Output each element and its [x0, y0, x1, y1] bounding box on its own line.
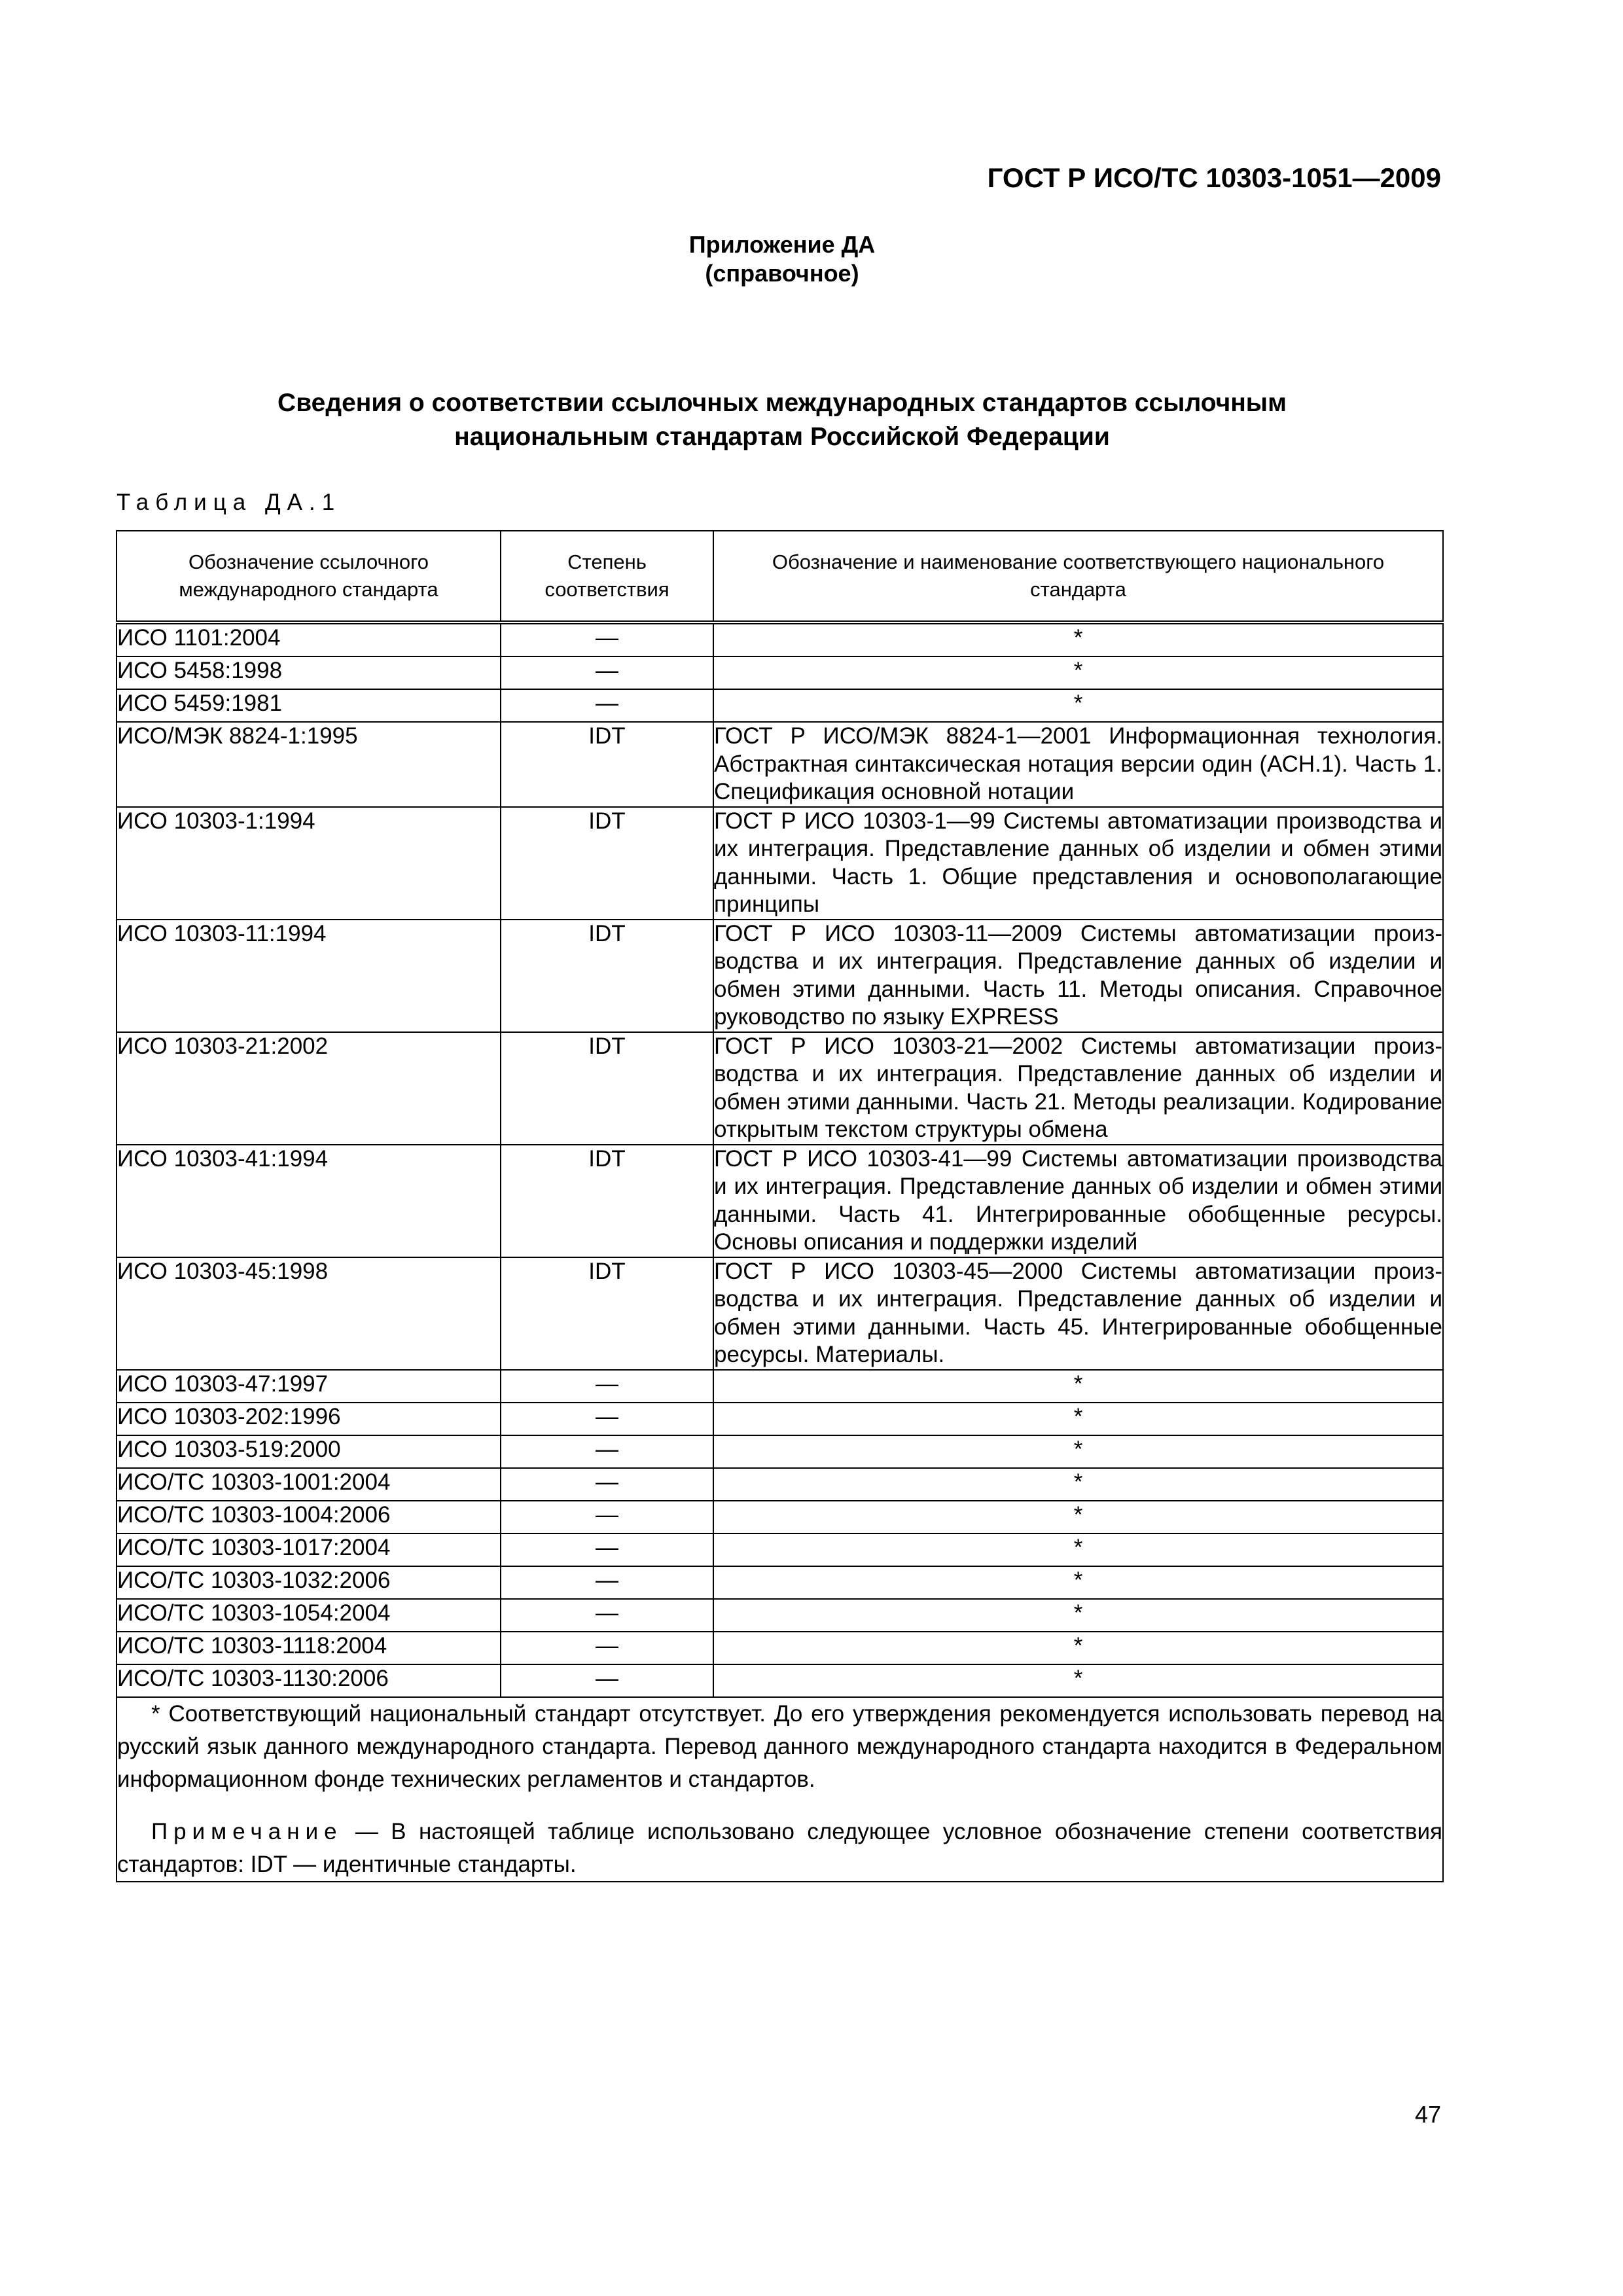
table-row: [116, 1145, 1443, 1257]
appendix-kind: (справочное): [705, 260, 859, 287]
cell-degree: —: [501, 622, 713, 656]
table-row: [116, 1370, 1443, 1403]
header-national-standard: Обозначение и наименование соответствующего национального стандарта: [713, 531, 1443, 622]
cell-intl-standard: ИСО 10303-47:1997: [116, 1370, 501, 1403]
table-row: [116, 622, 1443, 656]
cell-national-standard: *: [713, 1403, 1443, 1435]
cell-national-standard: ГОСТ Р ИСО 10303-41—99 Системы автоматизации производства и их интеграция. Представление данных об изделии и обмен этими данными. Часть 41. Интегрированные обобщенные ресурсы. Основы описания и поддержки изделий: [713, 1145, 1443, 1257]
cell-degree: —: [501, 1534, 713, 1566]
appendix-label: Приложение ДА: [688, 231, 876, 258]
cell-national-standard: *: [713, 1566, 1443, 1599]
cell-degree: IDT: [501, 920, 713, 1032]
cell-degree: —: [501, 1664, 713, 1697]
cell-intl-standard: ИСО 10303-45:1998: [116, 1257, 501, 1370]
cell-degree: IDT: [501, 1032, 713, 1145]
cell-national-standard: ГОСТ Р ИСО 10303-45—2000 Системы автоматизации производства и их интеграция. Представление данных об изделии и обмен этими данными. Часть 45. Интегрированные обобщенные ресурсы. Материалы.: [713, 1257, 1443, 1370]
header-degree: Степень соответствия: [501, 531, 713, 622]
cell-intl-standard: ИСО 5459:1981: [116, 689, 501, 722]
cell-intl-standard: ИСО/ТС 10303-1004:2006: [116, 1501, 501, 1534]
cell-intl-standard: ИСО 10303-202:1996: [116, 1403, 501, 1435]
section-title: [0, 386, 1564, 454]
table-row: [116, 807, 1443, 920]
cell-degree: —: [501, 1403, 713, 1435]
page-number: 47: [1414, 2101, 1441, 2128]
footnote: * Соответствующий национальный стандарт отсутствует. До его утверждения рекомендуется использовать перевод на русский язык данного международного стандарта. Перевод данного международного стандарта находится в Федеральном информационном фонде технических регламентов и стандартов.: [117, 1700, 1442, 1792]
table-row: [116, 1468, 1443, 1501]
appendix-heading: [0, 230, 1564, 288]
document-code: ГОСТ Р ИСО/ТС 10303-1051—2009: [987, 162, 1441, 193]
table-row: [116, 1435, 1443, 1468]
cell-intl-standard: ИСО/ТС 10303-1118:2004: [116, 1632, 501, 1664]
cell-national-standard: *: [713, 1664, 1443, 1697]
cell-intl-standard: ИСО 5458:1998: [116, 656, 501, 689]
cell-degree: —: [501, 1370, 713, 1403]
cell-degree: —: [501, 1468, 713, 1501]
table-footnote-row: [116, 1697, 1443, 1882]
cell-national-standard: ГОСТ Р ИСО 10303-21—2002 Системы автоматизации производства и их интеграция. Представление данных об изделии и обмен этими данными. Часть 21. Методы реализации. Кодирование открытым текстом структуры обмена: [713, 1032, 1443, 1145]
table-row: [116, 1032, 1443, 1145]
table-row: [116, 920, 1443, 1032]
table-row: [116, 722, 1443, 807]
cell-degree: —: [501, 1501, 713, 1534]
cell-national-standard: *: [713, 1501, 1443, 1534]
cell-degree: IDT: [501, 1145, 713, 1257]
cell-degree: —: [501, 1599, 713, 1632]
section-title-line2: национальным стандартам Российской Федерации: [454, 423, 1110, 451]
cell-national-standard: ГОСТ Р ИСО 10303-1—99 Системы автоматизации производства и их интеграция. Представление данных об изделии и обмен этими данными. Часть 1. Общие представления и основополагающие принципы: [713, 807, 1443, 920]
table-row: [116, 1501, 1443, 1534]
cell-intl-standard: ИСО 10303-11:1994: [116, 920, 501, 1032]
cell-intl-standard: ИСО/ТС 10303-1001:2004: [116, 1468, 501, 1501]
cell-degree: IDT: [501, 807, 713, 920]
table-row: [116, 1403, 1443, 1435]
cell-degree: —: [501, 1566, 713, 1599]
table-row: [116, 1257, 1443, 1370]
table-row: [116, 1632, 1443, 1664]
cell-intl-standard: ИСО 10303-1:1994: [116, 807, 501, 920]
table-row: [116, 689, 1443, 722]
table-row: [116, 1599, 1443, 1632]
cell-intl-standard: ИСО 1101:2004: [116, 622, 501, 656]
cell-national-standard: *: [713, 1534, 1443, 1566]
cell-degree: IDT: [501, 1257, 713, 1370]
correspondence-table: [116, 530, 1444, 1882]
cell-degree: —: [501, 689, 713, 722]
cell-national-standard: *: [713, 1435, 1443, 1468]
cell-national-standard: *: [713, 622, 1443, 656]
cell-national-standard: *: [713, 656, 1443, 689]
table-row: [116, 656, 1443, 689]
cell-national-standard: *: [713, 1632, 1443, 1664]
cell-national-standard: *: [713, 1468, 1443, 1501]
cell-national-standard: ГОСТ Р ИСО/МЭК 8824-1—2001 Информационная технология. Абстрактная синтаксическая нотация версии один (АСН.1). Часть 1. Спецификация основной нотации: [713, 722, 1443, 807]
cell-intl-standard: ИСО/ТС 10303-1032:2006: [116, 1566, 501, 1599]
cell-intl-standard: ИСО 10303-519:2000: [116, 1435, 501, 1468]
cell-degree: —: [501, 656, 713, 689]
note-text: — В настоящей таблице использовано следующее условное обозначение степени соответствия стандартов: IDT — идентичные стандарты.: [117, 1818, 1442, 1877]
cell-degree: —: [501, 1632, 713, 1664]
cell-national-standard: ГОСТ Р ИСО 10303-11—2009 Системы автоматизации производства и их интеграция. Представление данных об изделии и обмен этими данными. Часть 11. Методы описания. Справочное руководство по языку EXPRESS: [713, 920, 1443, 1032]
cell-intl-standard: ИСО 10303-21:2002: [116, 1032, 501, 1145]
cell-degree: IDT: [501, 722, 713, 807]
table-row: [116, 1664, 1443, 1697]
table-label: Таблица ДА.1: [116, 490, 342, 515]
cell-intl-standard: ИСО/ТС 10303-1017:2004: [116, 1534, 501, 1566]
note-label: Примечание: [151, 1818, 343, 1844]
cell-national-standard: *: [713, 1599, 1443, 1632]
cell-intl-standard: ИСО 10303-41:1994: [116, 1145, 501, 1257]
section-title-line1: Сведения о соответствии ссылочных международных стандартов ссылочным: [277, 389, 1287, 417]
table-row: [116, 1566, 1443, 1599]
cell-degree: —: [501, 1435, 713, 1468]
table-header-row: [116, 531, 1443, 622]
note: [117, 1816, 1442, 1881]
cell-intl-standard: ИСО/МЭК 8824-1:1995: [116, 722, 501, 807]
header-intl-standard: Обозначение ссылочного международного стандарта: [116, 531, 501, 622]
cell-intl-standard: ИСО/ТС 10303-1130:2006: [116, 1664, 501, 1697]
cell-national-standard: *: [713, 1370, 1443, 1403]
table-row: [116, 1534, 1443, 1566]
cell-national-standard: *: [713, 689, 1443, 722]
cell-intl-standard: ИСО/ТС 10303-1054:2004: [116, 1599, 501, 1632]
